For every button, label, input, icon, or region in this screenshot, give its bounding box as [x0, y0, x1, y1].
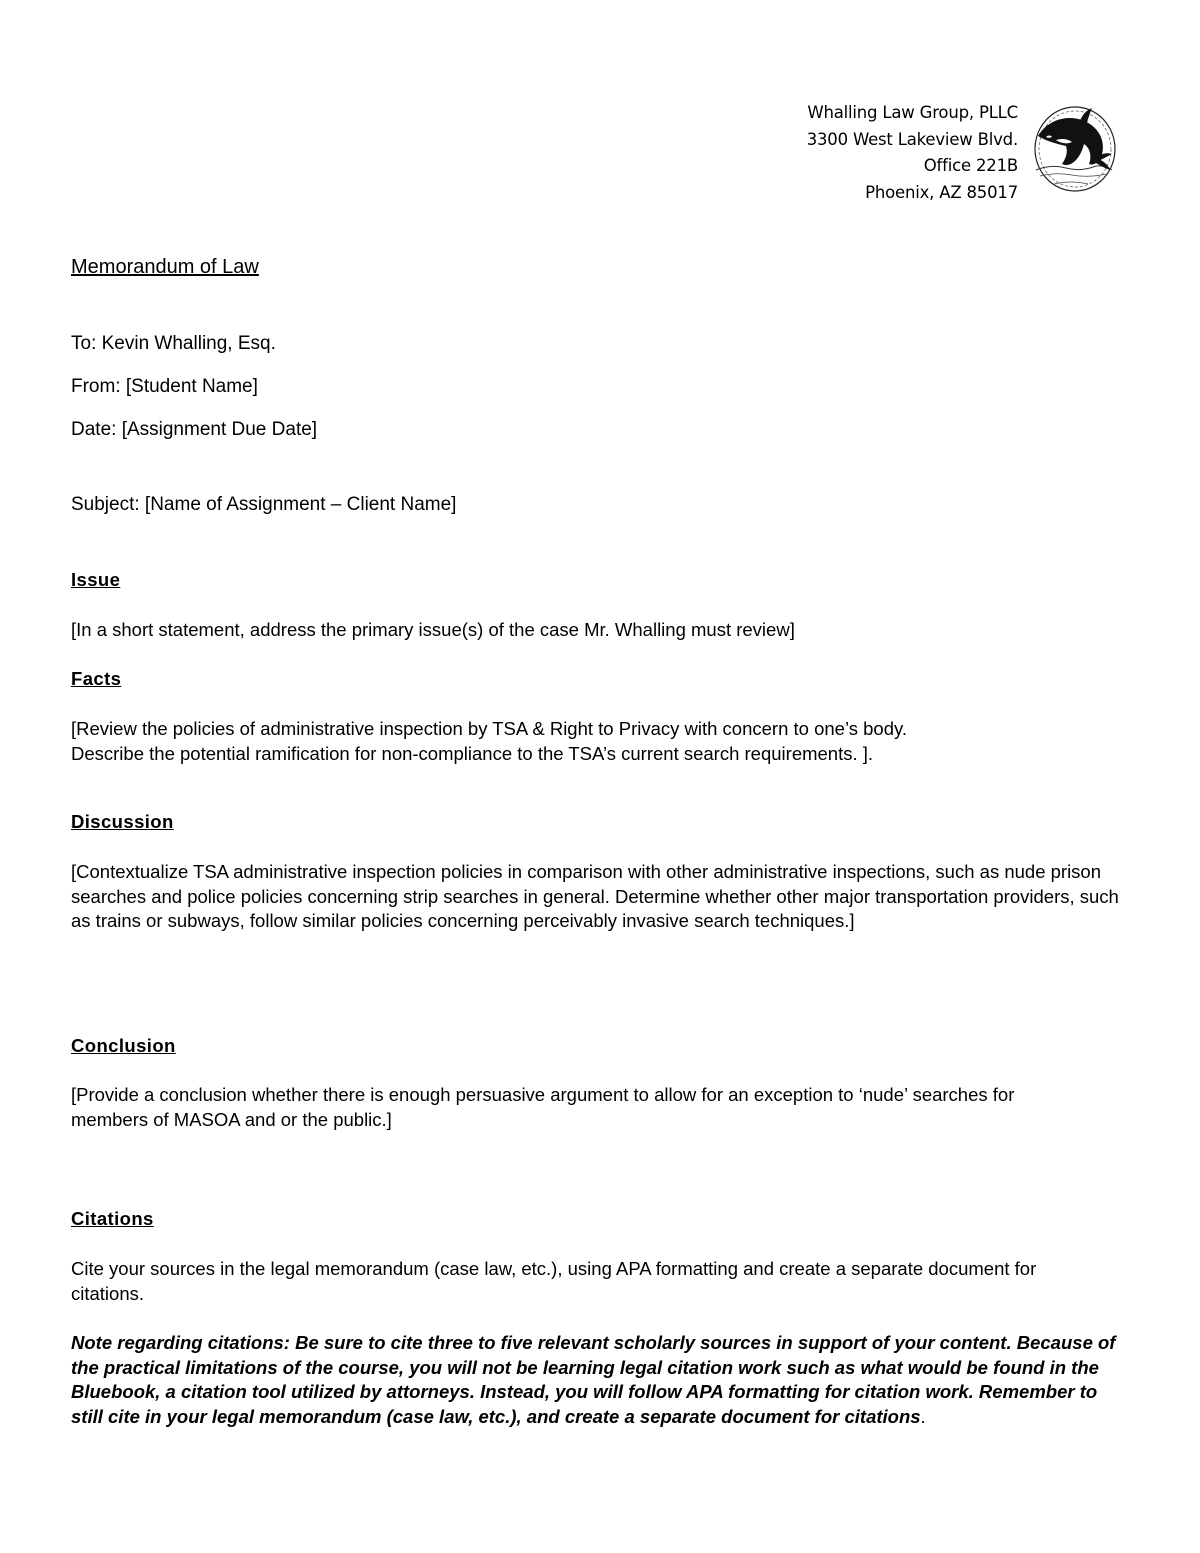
- citations-note-text: Note regarding citations: Be sure to cite three to five relevant scholarly sources in support of your content. Because of the practical limitations of the course, you will not be learning legal citation work such as what would be found in the Bluebook, a citation tool utilized by attorneys. Instead, you will follow APA formatting for citation work. Remember to still cite in your legal memorandum (case law, etc.), and create a separate document for citations: [71, 1332, 1116, 1427]
- facts-body: [71, 717, 1141, 766]
- citations-body: Cite your sources in the legal memorandum (case law, etc.), using APA formatting and create a separate document for citations.: [71, 1258, 1037, 1304]
- facts-body-line-1: [Review the policies of administrative inspection by TSA & Right to Privacy with concern to one’s body.: [71, 718, 907, 739]
- memo-date: Date: [Assignment Due Date]: [71, 419, 318, 440]
- issue-body: [In a short statement, address the primary issue(s) of the case Mr. Whalling must review]: [71, 619, 795, 640]
- firm-name: Whalling Law Group, PLLC: [807, 103, 1018, 122]
- discussion-heading: Discussion: [71, 811, 174, 832]
- facts-heading: Facts: [71, 668, 122, 689]
- facts-body-line-2: Describe the potential ramification for non-compliance to the TSA’s current search requirements. ].: [71, 742, 874, 764]
- conclusion-body: [Provide a conclusion whether there is enough persuasive argument to allow for an exception to ‘nude’ searches for members of MASOA and or the public.]: [71, 1084, 1015, 1130]
- memo-title: Memorandum of Law: [71, 256, 259, 278]
- issue-heading: Issue: [71, 569, 121, 590]
- orca-logo-icon: [1026, 100, 1118, 198]
- conclusion-heading: Conclusion: [71, 1035, 176, 1056]
- firm-city-state-zip: Phoenix, AZ 85017: [865, 182, 1018, 202]
- citations-heading: Citations: [71, 1208, 154, 1229]
- firm-office: Office 221B: [923, 156, 1018, 175]
- citations-note-period: .: [920, 1405, 926, 1427]
- memo-from: From: [Student Name]: [71, 376, 258, 397]
- firm-street: 3300 West Lakeview Blvd.: [806, 129, 1018, 149]
- discussion-body: [Contextualize TSA administrative inspection policies in comparison with other administrative inspections, such as nude prison searches and police policies concerning strip searches in general. Determine whether other major transportation providers, such as trains or subways, follow similar policies concerning perceivably invasive search techniques.]: [71, 861, 1119, 931]
- memo-to: To: Kevin Whalling, Esq.: [71, 333, 276, 354]
- memo-subject: Subject: [Name of Assignment – Client Name]: [71, 494, 457, 515]
- citations-note: [71, 1331, 1131, 1429]
- letterhead-address: [807, 100, 1018, 206]
